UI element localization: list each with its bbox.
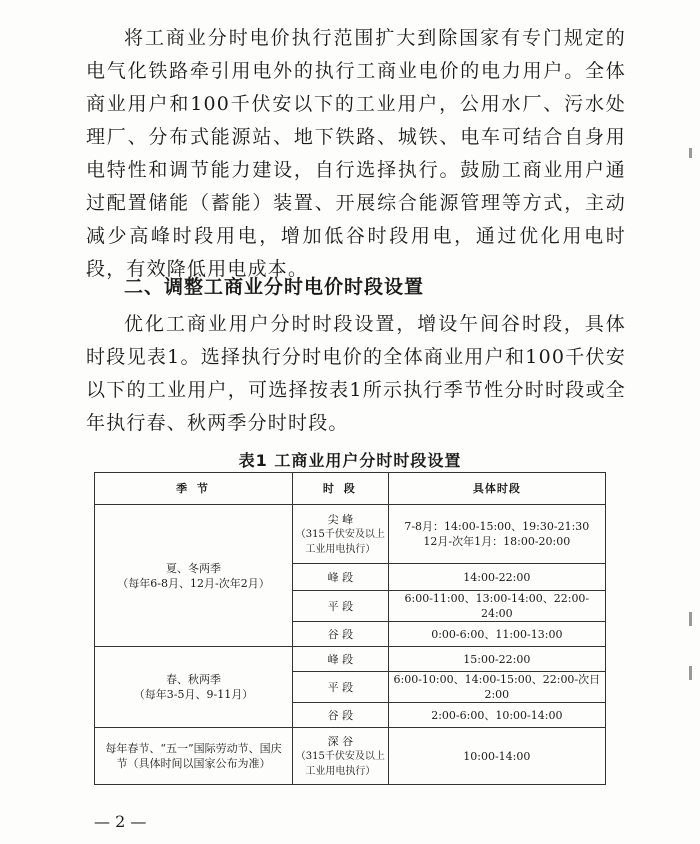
time-peak-critical xyxy=(388,505,605,564)
time-flat: 6:00-10:00、14:00-15:00、22:00-次日2:00 xyxy=(388,672,605,703)
table-row xyxy=(95,647,606,672)
time-valley: 2:00-6:00、10:00-14:00 xyxy=(388,703,605,728)
period-note: （315千伏安及以上工业用电执行） xyxy=(295,750,385,777)
section-heading: 二、调整工商业分时电价时段设置 xyxy=(124,276,425,298)
season-summer-winter xyxy=(95,505,293,647)
period-name: 尖 峰 xyxy=(327,512,354,526)
season-name: 夏、冬两季 xyxy=(166,561,221,575)
scan-mark xyxy=(689,666,692,680)
header-time: 具体时段 xyxy=(388,473,605,505)
time-line-2: 12月-次年1月：18:00-20:00 xyxy=(423,535,571,548)
period-high: 峰 段 xyxy=(293,647,389,672)
time-deep-valley: 10:00-14:00 xyxy=(388,728,605,785)
period-flat: 平 段 xyxy=(293,672,389,703)
time-valley: 0:00-6:00、11:00-13:00 xyxy=(388,622,605,647)
body-paragraph-1: 将工商业分时电价执行范围扩大到除国家有专门规定的电气化铁路牵引用电外的执行工商业电价的电力用户。全体商业用户和100千伏安以下的工业用户，公用水厂、污水处理厂、分布式能源站、地下铁路、城铁、电车可结合自身用电特性和调节能力建设，自行选择执行。鼓励工商业用户通过配置储能（蓄能）装置、开展综合能源管理等方式，主动减少高峰时段用电，增加低谷时段用电，通过优化用电时段，有效降低用电成本。 xyxy=(86,27,626,280)
time-of-use-table xyxy=(94,472,606,785)
table-row xyxy=(95,505,606,564)
time-high: 14:00-22:00 xyxy=(388,564,605,591)
season-holidays: 每年春节、“五一”国际劳动节、国庆节（具体时间以国家公布为准） xyxy=(95,728,293,785)
period-name: 深 谷 xyxy=(327,734,354,748)
table-header-row xyxy=(95,473,606,505)
time-high: 15:00-22:00 xyxy=(388,647,605,672)
table-caption: 表1 工商业用户分时时段设置 xyxy=(238,451,462,470)
season-months: （每年3-5月、9-11月） xyxy=(133,688,254,701)
period-high: 峰 段 xyxy=(293,564,389,591)
season-spring-autumn xyxy=(95,647,293,728)
period-valley: 谷 段 xyxy=(293,703,389,728)
period-flat: 平 段 xyxy=(293,591,389,622)
body-paragraph-2: 优化工商业用户分时时段设置，增设午间谷时段，具体时段见表1。选择执行分时电价的全体商业用户和100千伏安以下的工业用户，可选择按表1所示执行季节性分时时段或全年执行春、秋两季分时时段。 xyxy=(86,313,626,434)
scan-mark xyxy=(689,612,692,626)
period-valley: 谷 段 xyxy=(293,622,389,647)
season-months: （每年6-8月、12月-次年2月） xyxy=(117,576,270,590)
time-flat: 6:00-11:00、13:00-14:00、22:00-24:00 xyxy=(388,591,605,622)
period-peak-critical xyxy=(293,505,389,564)
page-number: — 2 — xyxy=(94,812,147,831)
scan-mark xyxy=(689,148,692,158)
period-deep-valley xyxy=(293,728,389,785)
period-note: （315千伏安及以上工业用电执行） xyxy=(295,528,385,555)
header-period: 时 段 xyxy=(293,473,389,505)
time-line-1: 7-8月：14:00-15:00、19:30-21:30 xyxy=(404,520,590,533)
season-name: 春、秋两季 xyxy=(166,673,221,686)
header-season: 季 节 xyxy=(95,473,293,505)
table-row xyxy=(95,728,606,785)
